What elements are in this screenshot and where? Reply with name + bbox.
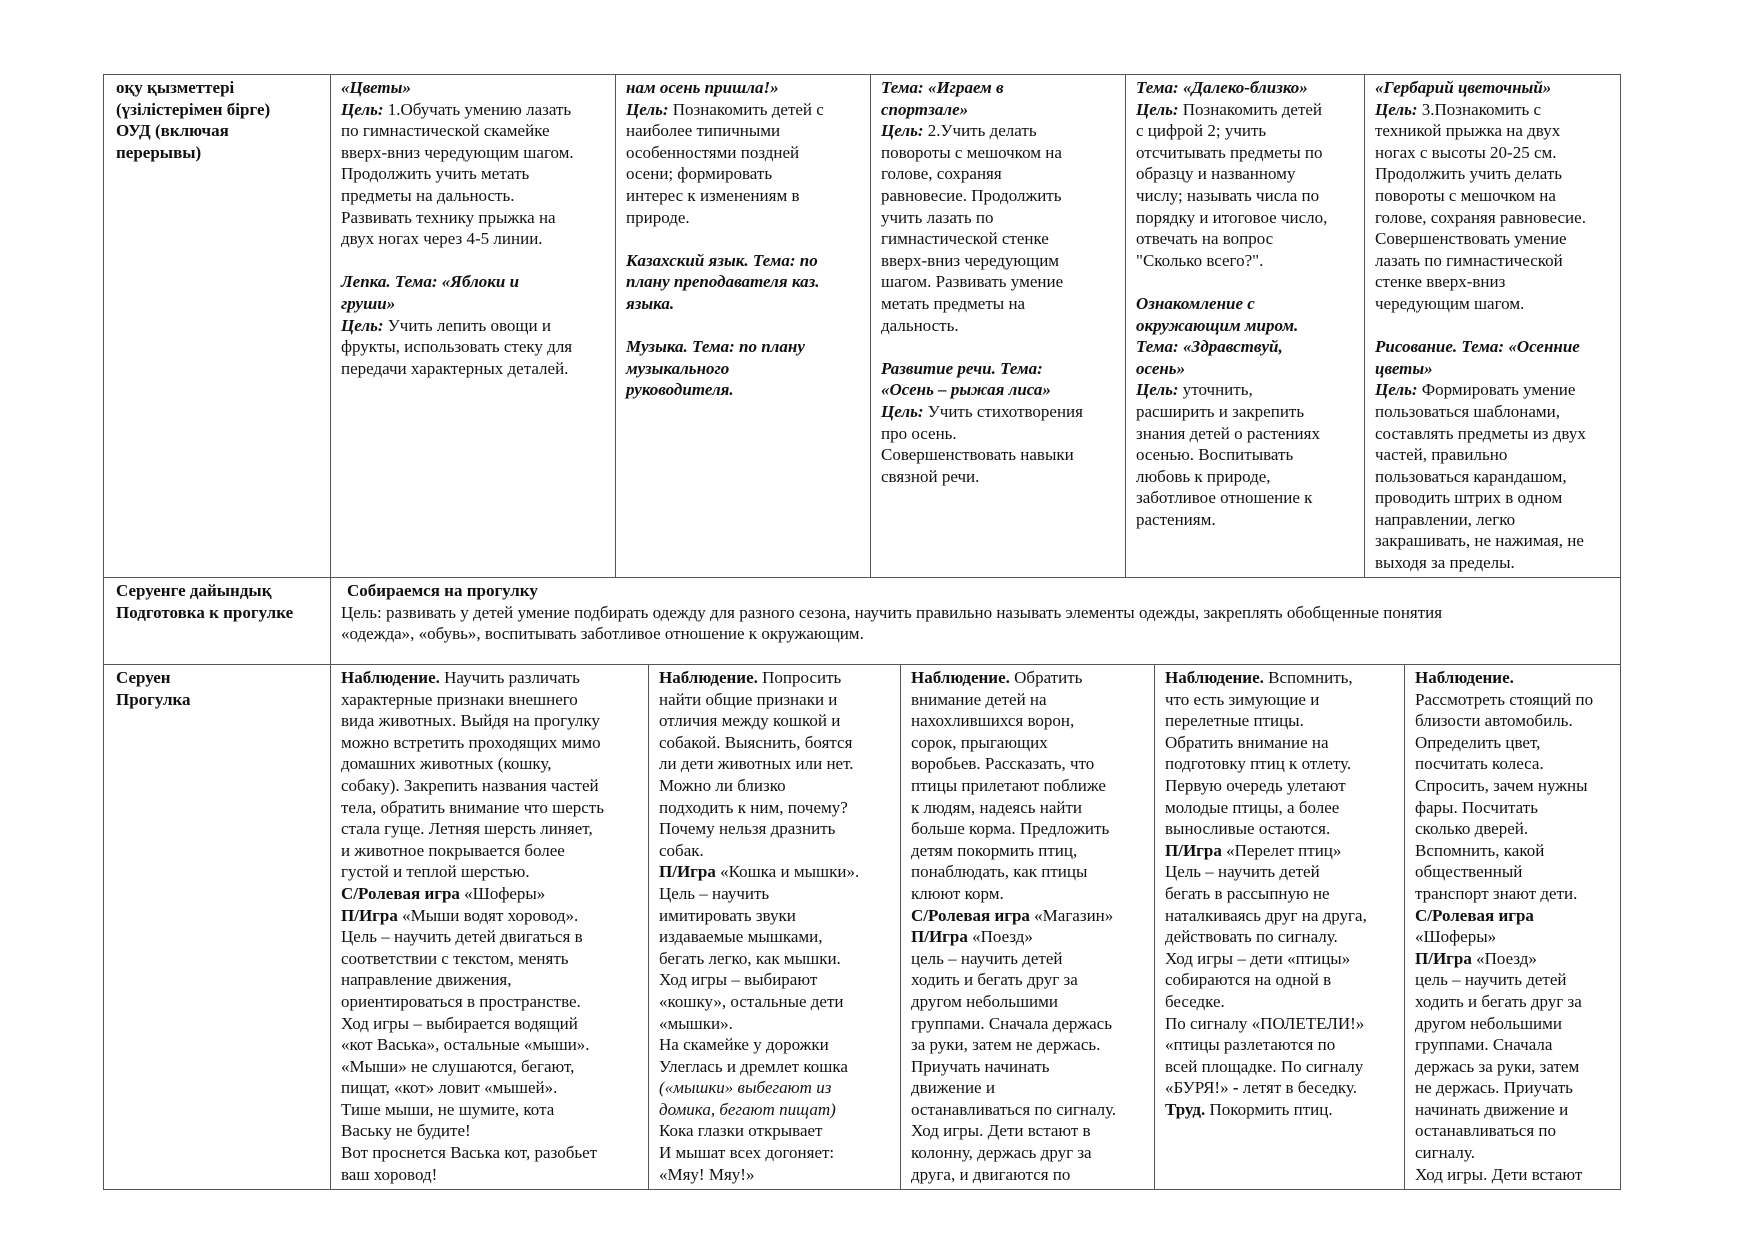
game-line: начинать движение и [1415, 1099, 1569, 1119]
observation-line: вида животных. Выйдя на прогулку [341, 711, 600, 731]
row-head-walk-prep [104, 578, 330, 664]
day2-title: нам осень пришла!» [626, 78, 779, 97]
goal-line: связной речи. [881, 466, 980, 486]
game-line: Улеглась и дремлет кошка [659, 1056, 848, 1076]
observation-line: стала гуще. Летняя шерсть линяет, [341, 819, 593, 839]
subject-title-line: Ознакомление с [1136, 293, 1255, 313]
subject-title-line: окружающим миром. [1136, 315, 1299, 335]
observation-line: внимание детей на [911, 689, 1047, 709]
goal-line: образцу и названному [1136, 164, 1296, 184]
game-line: Ход игры – выбирается водящий [341, 1013, 578, 1033]
walk1-game-details [341, 926, 638, 1185]
day4-title: Тема: «Далеко-близко» [1136, 78, 1308, 97]
subject-title-line: Лепка. Тема: «Яблоки и [341, 272, 520, 292]
subject-title-line: плану преподавателя каз. [626, 272, 820, 292]
walk2-game: П/Игра «Кошка и мышки». [659, 862, 860, 882]
goal-line: уточнить, [1178, 380, 1253, 400]
goal-line: стенке вверх-вниз [1375, 272, 1506, 292]
game-line: сигналу. [1415, 1143, 1475, 1163]
row-head-line: ОУД (включая [116, 121, 229, 141]
game-line: По сигналу «ПОЛЕТЕЛИ!» [1165, 1013, 1365, 1033]
goal-line: направлении, легко [1375, 509, 1516, 529]
row-walk [103, 664, 1621, 1190]
game-line: Ход игры – дети «птицы» [1165, 948, 1351, 968]
game-line: другом небольшими [911, 991, 1059, 1011]
game-line: бегать легко, как мышки. [659, 948, 841, 968]
walk4-storm: «БУРЯ!» - летят в беседку. [1165, 1078, 1357, 1098]
game-line: всей площадке. По сигналу [1165, 1056, 1364, 1076]
game-line: Вот проснется Васька кот, разобьет [341, 1143, 598, 1163]
game-line: Ход игры – выбирают [659, 970, 818, 990]
subject-title-line: руководителя. [626, 380, 734, 400]
game-line: цель – научить детей [1415, 970, 1567, 990]
observation-line: Вспомнить, [1263, 668, 1353, 687]
day4-world-title [1136, 336, 1354, 379]
game-line: ваш хоровод! [341, 1164, 438, 1184]
observation-line: перелетные птицы. [1165, 711, 1304, 731]
goal-line: любовь к природе, [1136, 466, 1271, 486]
walk3-game: П/Игра «Поезд» [911, 927, 1033, 947]
game-line: собираются на одной в [1165, 970, 1332, 990]
goal-line: отсчитывать предметы по [1136, 142, 1323, 162]
game-line: цель – научить детей [911, 948, 1063, 968]
day2-kazakh [626, 250, 860, 315]
game-line: На скамейке у дорожки [659, 1035, 829, 1055]
observation-line: больше корма. Предложить [911, 819, 1110, 839]
goal-line: Формировать умение [1417, 380, 1576, 400]
goal-line: гимнастической стенке [881, 229, 1049, 249]
subject-title-line: языка. [626, 293, 675, 313]
row-head-line: Серуен [116, 668, 171, 687]
day3-goal: Цель: 2.Учить делать повороты с мешочком на голове, сохраняя равновесие. Продолжить учить лазать по гимнастической стенке вверх-вниз чередующим шагом. Развивать умение метать предметы на дальность. [881, 121, 1064, 335]
game-line: «птицы разлетаются по [1165, 1035, 1336, 1055]
observation-line: транспорт знают дети. [1415, 883, 1578, 903]
observation-line: собакой. Выяснить, боятся [659, 732, 853, 752]
activity-day-4 [1125, 75, 1364, 577]
day1-title: «Цветы» [341, 78, 411, 97]
game-line: («мышки» выбегают из [659, 1078, 832, 1098]
walk-prep-content [330, 578, 1622, 664]
goal-line: Цель: развивать у детей умение подбирать одежду для разного сезона, научить правильно называть элементы одежды, закреплять обобщенные понятия [341, 602, 1443, 622]
goal-line: вверх-вниз чередующим шагом. [341, 142, 574, 162]
observation-line: выносливые остаются. [1165, 819, 1331, 839]
row-head-activities [104, 75, 330, 577]
day3-title [881, 77, 1115, 120]
goal-line: пользоваться шаблонами, [1375, 401, 1561, 421]
game-line: Кока глазки открывает [659, 1121, 823, 1141]
goal-line: "Сколько всего?". [1136, 250, 1264, 270]
subject-title-line: Развитие речи. Тема: [881, 358, 1043, 378]
observation-line: что есть зимующие и [1165, 689, 1320, 709]
day5-goal2: Цель: Формировать умение пользоваться шаблонами, составлять предметы из двух частей, правильно пользоваться карандашом, проводить штрих в одном направлении, легко закрашивать, не нажимая, не выходя за пределы. [1375, 380, 1586, 573]
goal-line: Совершенствовать умение [1375, 229, 1567, 249]
observation-line: Вспомнить, какой [1415, 840, 1545, 860]
observation-line: сорок, прыгающих [911, 732, 1048, 752]
row-head-line: Серуенге дайындық [116, 581, 272, 600]
day4-world [1136, 293, 1354, 336]
row-head-line: перерывы) [116, 142, 202, 162]
walk5-game: П/Игра «Поезд» [1415, 948, 1537, 968]
subject-title-line: музыкального [626, 358, 730, 378]
observation-line: Определить цвет, [1415, 732, 1541, 752]
game-line: «Мяу! Мяу!» [659, 1164, 755, 1184]
goal-line: частей, правильно [1375, 445, 1508, 465]
walk5-observation [1415, 689, 1612, 905]
observation-line: характерные признаки внешнего [341, 689, 578, 709]
walk4-game: П/Игра «Перелет птиц» [1165, 840, 1342, 860]
game-line: ходить и бегать друг за [911, 970, 1078, 990]
goal-line: пользоваться карандашом, [1375, 466, 1567, 486]
observation-line: посчитать колеса. [1415, 754, 1544, 774]
goal-line: голове, сохраняя равновесие. [1375, 207, 1586, 227]
goal-line: проводить штрих в одном [1375, 488, 1563, 508]
walk3-game-details [911, 948, 1144, 1186]
activity-day-2 [615, 75, 870, 577]
goal-line: 1.Обучать умению лазать [383, 99, 572, 119]
goal-line: лазать по гимнастической [1375, 250, 1563, 270]
goal-line: Познакомить детей [1178, 99, 1323, 119]
observation-line: Первую очередь улетают [1165, 775, 1346, 795]
game-line: издаваемые мышками, [659, 927, 823, 947]
goal-line: про осень. [881, 423, 957, 443]
observation-line: подходить к ним, почему? [659, 797, 848, 817]
goal-line: расширить и закрепить [1136, 401, 1305, 421]
day5-goal: Цель: 3.Познакомить с техникой прыжка на двух ногах с высоты 20-25 см. Продолжить учить делать повороты с мешочком на голове, сохраняя равновесие. Совершенствовать умение лазать по гимнастической стенке вверх-вниз чередующим шагом. [1375, 99, 1586, 313]
game-line: ориентироваться в пространстве. [341, 991, 581, 1011]
goal-line: Развивать технику прыжка на [341, 207, 556, 227]
observation-line: Обратить внимание на [1165, 732, 1329, 752]
game-line: не держась. Приучать [1415, 1078, 1573, 1098]
goal-line: чередующим шагом. [1375, 293, 1525, 313]
observation-line: воробьев. Рассказать, что [911, 754, 1095, 774]
goal-line: 3.Познакомить с [1417, 99, 1542, 119]
goal-line: «одежда», «обувь», воспитывать заботливое отношение к окружающим. [341, 624, 864, 644]
game-line: домика, бегают пищат) [659, 1099, 836, 1119]
observation-line: птицы прилетают поближе [911, 775, 1106, 795]
goal-line: осенью. Воспитывать [1136, 445, 1294, 465]
observation-line: Рассмотреть стоящий по [1415, 689, 1594, 709]
game-line: Ваську не будите! [341, 1121, 471, 1141]
game-line: беседке. [1165, 991, 1225, 1011]
walk-day-2 [648, 665, 900, 1189]
goal-line: Продолжить учить метать [341, 164, 530, 184]
walk1-role-game: С/Ролевая игра «Шоферы» [341, 883, 546, 903]
game-line: ходить и бегать друг за [1415, 991, 1582, 1011]
game-line: держась за руки, затем [1415, 1056, 1580, 1076]
subject-title-line: спортзале» [881, 99, 969, 119]
observation-line: сколько дверей. [1415, 819, 1529, 839]
goal-line: дальность. [881, 315, 959, 335]
game-line: И мышат всех догоняет: [659, 1143, 835, 1163]
walk2-game-end [659, 1120, 890, 1185]
goal-line: числу; называть числа по [1136, 185, 1320, 205]
observation-line: найти общие признаки и [659, 689, 838, 709]
observation-line: ли дети животных или нет. [659, 754, 854, 774]
game-line: «мышки». [659, 1013, 733, 1033]
activity-day-1 [330, 75, 615, 577]
subject-title-line: «Осень – рыжая лиса» [881, 380, 1051, 400]
walk3-role-game: С/Ролевая игра «Магазин» [911, 905, 1114, 925]
observation-line: фары. Посчитать [1415, 797, 1538, 817]
goal-line: знания детей о растениях [1136, 423, 1320, 443]
game-line: другом небольшими [1415, 1013, 1563, 1033]
goal-line: равновесие. Продолжить [881, 185, 1062, 205]
goal-line: передачи характерных деталей. [341, 358, 569, 378]
goal-line: заботливое отношение к [1136, 488, 1313, 508]
subject-title-line: цветы» [1375, 358, 1433, 378]
row-activities [103, 74, 1621, 577]
observation-line: Обратить [1009, 668, 1083, 687]
walk-day-5 [1404, 665, 1622, 1189]
game-line: Цель – научить [659, 883, 770, 903]
observation-line: Попросить [757, 668, 842, 687]
goal-line: техникой прыжка на двух [1375, 121, 1561, 141]
activity-day-5 [1364, 75, 1622, 577]
observation-line: близости автомобиль. [1415, 711, 1573, 731]
game-line: пищат, «кот» ловит «мышей». [341, 1078, 558, 1098]
game-line: движение и [911, 1078, 995, 1098]
game-line: останавливаться по сигналу. [911, 1099, 1117, 1119]
goal-line: Совершенствовать навыки [881, 445, 1074, 465]
row-walk-prep [103, 577, 1621, 664]
goal-line: природе. [626, 207, 690, 227]
game-line: колонну, держась друг за [911, 1143, 1092, 1163]
walk2-game-italic [659, 1077, 890, 1120]
walk3-observation: Наблюдение. Обратить внимание детей на нахохлившихся ворон, сорок, прыгающих воробьев. Рассказать, что птицы прилетают поближе к людям, надеясь найти больше корма. Предложить детям покормить птиц, понаблюдать, как птицы клюют корм. [911, 668, 1110, 903]
observation-line: понаблюдать, как птицы [911, 862, 1088, 882]
observation-line: и животное покрывается более [341, 840, 565, 860]
day5-title: «Гербарий цветочный» [1375, 78, 1552, 97]
walk4-work: Труд. Покормить птиц. [1165, 1099, 1333, 1119]
walk4-observation: Наблюдение. Вспомнить, что есть зимующие и перелетные птицы. Обратить внимание на подготовку птиц к отлету. Первую очередь улетают молодые птицы, а более выносливые остаются. [1165, 668, 1353, 839]
subject-title-line: Казахский язык. Тема: по [626, 250, 818, 270]
goal-line: растениям. [1136, 509, 1216, 529]
observation-line: тела, обратить внимание что шерсть [341, 797, 604, 817]
day4-goal2: Цель: уточнить, расширить и закрепить знания детей о растениях осенью. Воспитывать любовь к природе, заботливое отношение к растениям. [1136, 380, 1320, 529]
observation-line: Научить различать [439, 668, 580, 687]
goal-line: фрукты, использовать стеку для [341, 337, 573, 357]
walk5-game-details [1415, 969, 1612, 1185]
goal-line: вверх-вниз чередующим [881, 250, 1060, 270]
goal-line: осени; формировать [626, 164, 773, 184]
game-line: Цель – научить детей [1165, 862, 1320, 882]
observation-line: нахохлившихся ворон, [911, 711, 1075, 731]
goal-line: отвечать на вопрос [1136, 229, 1274, 249]
game-line: Приучать начинать [911, 1056, 1050, 1076]
subject-title-line: Рисование. Тема: «Осенние [1375, 337, 1580, 357]
walk4-game-details [1165, 861, 1394, 1077]
subject-title-line: Тема: «Играем в [881, 78, 1004, 97]
day1-goal2: Цель: Учить лепить овощи и фрукты, использовать стеку для передачи характерных деталей. [341, 315, 573, 378]
game-line: действовать по сигналу. [1165, 927, 1338, 947]
goal-line: с цифрой 2; учить [1136, 121, 1267, 141]
walk-prep-title: Собираемся на прогулку [347, 581, 538, 600]
game-line: группами. Сначала держась [911, 1013, 1112, 1033]
goal-line: выходя за пределы. [1375, 553, 1515, 573]
observation-line: молодые птицы, а более [1165, 797, 1340, 817]
game-line: Ход игры. Дети встают [1415, 1164, 1583, 1184]
row-head-line: оқу қызметтері [116, 78, 235, 97]
observation-line: собак. [659, 840, 704, 860]
goal-line: Учить стихотворения [923, 401, 1083, 421]
observation-line: общественный [1415, 862, 1523, 882]
walk5-role-game-name: «Шоферы» [1415, 927, 1497, 947]
walk1-observation: Наблюдение. Научить различать характерные признаки внешнего вида животных. Выйдя на прогулку можно встретить проходящих мимо домашних животных (кошку, собаку). Закрепить названия частей тела, обратить внимание что шерсть стала гуще. Летняя шерсть линяет, и животное покрывается более густой и теплой шерстью. [341, 668, 604, 882]
goal-line: голове, сохраняя [881, 164, 1002, 184]
subject-title-line: Тема: «Здравствуй, [1136, 337, 1283, 357]
game-line: Ход игры. Дети встают в [911, 1121, 1091, 1141]
walk2-game-details [659, 883, 890, 1077]
walk5-role-game: С/Ролевая игра [1415, 905, 1534, 925]
day4-goal: Цель: Познакомить детей с цифрой 2; учить отсчитывать предметы по образцу и названному числу; называть числа по порядку и итоговое число, отвечать на вопрос "Сколько всего?". [1136, 99, 1328, 270]
goal-line: учить лазать по [881, 207, 994, 227]
observation-line: Спросить, зачем нужны [1415, 775, 1588, 795]
walk-day-1 [330, 665, 648, 1189]
activity-day-3 [870, 75, 1125, 577]
game-line: соответствии с текстом, менять [341, 948, 569, 968]
observation-line: собаку). Закрепить названия частей [341, 775, 599, 795]
row-head-line: Прогулка [116, 689, 191, 709]
game-line: бегать в рассыпную не [1165, 883, 1330, 903]
observation-line: домашних животных (кошку, [341, 754, 552, 774]
subject-title-line: груши» [341, 293, 396, 313]
goal-line: по гимнастической скамейке [341, 121, 550, 141]
day2-music [626, 336, 860, 401]
goal-line: ногах с высоты 20-25 см. [1375, 142, 1557, 162]
observation-line: Почему нельзя дразнить [659, 819, 836, 839]
goal-line: повороты с мешочком на [881, 142, 1062, 162]
goal-line: Учить лепить овощи и [383, 315, 551, 335]
day5-drawing-title [1375, 336, 1612, 379]
observation-line: Можно ли близко [659, 775, 786, 795]
goal-line: закрашивать, не нажимая, не [1375, 531, 1584, 551]
game-line: «кот Васька», остальные «мыши». [341, 1035, 590, 1055]
goal-line: Продолжить учить делать [1375, 164, 1563, 184]
walk-day-4 [1154, 665, 1404, 1189]
game-line: за руки, затем не держась. [911, 1035, 1101, 1055]
goal-line: предметы на дальность. [341, 185, 515, 205]
game-line: останавливаться по [1415, 1121, 1556, 1141]
walk-prep-goal [341, 602, 1612, 645]
row-head-line: (үзілістерімен бірге) [116, 99, 271, 119]
game-line: друга, и двигаются по [911, 1164, 1071, 1184]
observation-line: густой и теплой шерстью. [341, 862, 530, 882]
walk1-game: П/Игра «Мыши водят хоровод». [341, 905, 579, 925]
goal-line: повороты с мешочком на [1375, 185, 1556, 205]
walk-day-3 [900, 665, 1154, 1189]
goal-line: интерес к изменениям в [626, 185, 800, 205]
goal-line: наиболее типичными [626, 121, 781, 141]
day3-speech-title [881, 358, 1115, 401]
game-line: «кошку», остальные дети [659, 991, 844, 1011]
goal-line: порядку и итоговое число, [1136, 207, 1328, 227]
walk5-observation-label: Наблюдение. [1415, 668, 1514, 687]
game-line: Тише мыши, не шумите, кота [341, 1099, 555, 1119]
observation-line: клюют корм. [911, 883, 1004, 903]
day1-modeling-title [341, 271, 605, 314]
row-head-line: Подготовка к прогулке [116, 602, 294, 622]
day3-goal2: Цель: Учить стихотворения про осень. Совершенствовать навыки связной речи. [881, 401, 1083, 486]
game-line: имитировать звуки [659, 905, 796, 925]
game-line: «Мыши» не слушаются, бегают, [341, 1056, 575, 1076]
observation-line: отличия между кошкой и [659, 711, 841, 731]
goal-line: Познакомить детей с [668, 99, 824, 119]
observation-line: можно встретить проходящих мимо [341, 732, 601, 752]
observation-line: подготовку птиц к отлету. [1165, 754, 1352, 774]
game-line: Цель – научить детей двигаться в [341, 927, 583, 947]
game-line: группами. Сначала [1415, 1035, 1553, 1055]
goal-line: составлять предметы из двух [1375, 423, 1586, 443]
game-line: направление движения, [341, 970, 512, 990]
day2-goal: Цель: Познакомить детей с наиболее типичными особенностями поздней осени; формировать интерес к изменениям в природе. [626, 99, 824, 227]
observation-line: к людям, надеясь найти [911, 797, 1083, 817]
subject-title-line: осень» [1136, 358, 1186, 378]
row-head-walk [104, 665, 330, 1189]
walk2-observation: Наблюдение. Попросить найти общие признаки и отличия между кошкой и собакой. Выяснить, боятся ли дети животных или нет. Можно ли близко подходить к ним, почему? Почему нельзя дразнить собак. [659, 668, 854, 860]
goal-line: шагом. Развивать умение [881, 272, 1064, 292]
goal-line: метать предметы на [881, 293, 1026, 313]
observation-line: детям покормить птиц, [911, 840, 1078, 860]
subject-title-line: Музыка. Тема: по плану [626, 337, 805, 357]
game-line: наталкиваясь друг на друга, [1165, 905, 1367, 925]
day1-goal: Цель: 1.Обучать умению лазать по гимнастической скамейке вверх-вниз чередующим шагом. Продолжить учить метать предметы на дальность. Развивать технику прыжка на двух ногах через 4-5 линии. [341, 99, 574, 249]
goal-line: двух ногах через 4-5 линии. [341, 229, 543, 249]
goal-line: 2.Учить делать [923, 121, 1037, 141]
goal-line: особенностями поздней [626, 142, 800, 162]
